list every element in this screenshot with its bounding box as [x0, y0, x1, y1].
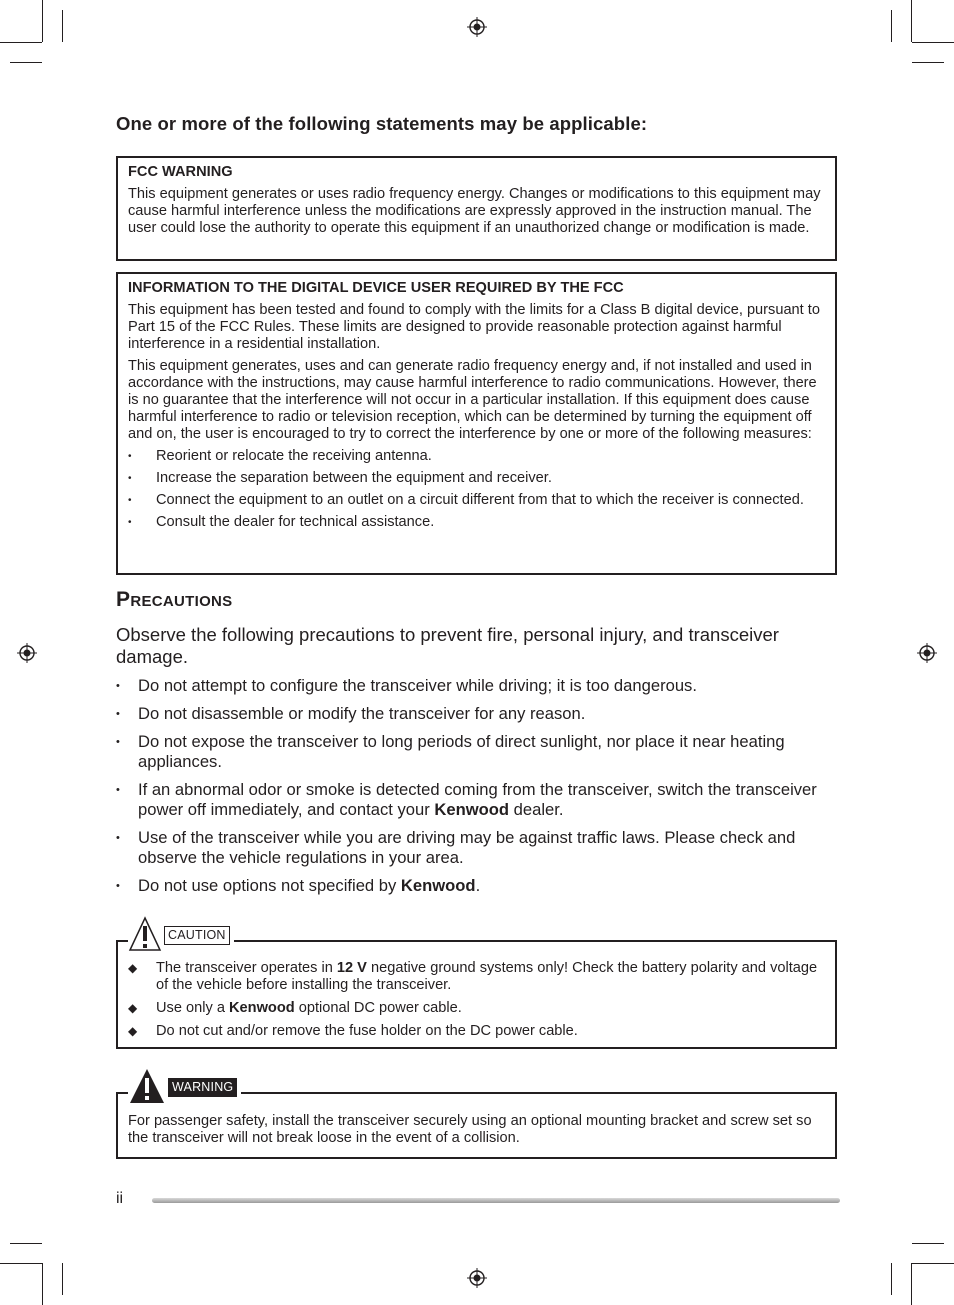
bullet-icon: •	[116, 832, 120, 844]
list-item: • Increase the separation between the equipment and receiver.	[128, 470, 552, 486]
measures-list	[128, 448, 823, 531]
footer-bar	[152, 1198, 840, 1203]
diamond-bullet-icon: ◆	[128, 1024, 138, 1038]
diamond-bullet-icon: ◆	[128, 1001, 138, 1015]
caution-tab	[128, 920, 234, 950]
list-item: • Do not expose the transceiver to long periods of direct sunlight, nor place it near heating appliances.	[116, 732, 785, 771]
caution-label: CAUTION	[164, 926, 230, 945]
warning-label: WARNING	[168, 1078, 237, 1097]
page-number: ii	[116, 1190, 124, 1207]
brand-name: Kenwood	[400, 876, 476, 895]
digital-device-box	[116, 272, 837, 575]
caution-box	[116, 927, 837, 1049]
bullet-icon: •	[116, 736, 120, 748]
caution-icon	[128, 916, 162, 952]
fcc-warning-title: FCC WARNING	[128, 164, 233, 180]
registration-mark-icon	[17, 643, 37, 663]
list-item: • Do not attempt to configure the transceiver while driving; it is too dangerous.	[116, 676, 697, 695]
fcc-warning-box	[116, 156, 837, 261]
bullet-icon: •	[128, 473, 132, 484]
brand-name: Kenwood	[434, 800, 510, 819]
registration-mark-icon	[467, 1268, 487, 1288]
registration-mark-icon	[917, 643, 937, 663]
list-item: • Connect the equipment to an outlet on a circuit different from that to which the receiver is connected.	[128, 492, 804, 508]
fcc-warning-text: This equipment generates or uses radio frequency energy. Changes or modifications to this equipment may cause harmful interference unless the modifications are expressly approved in the instruction manual. The user could lose the authority to operate this equipment if an unauthorized change or modification is made.	[128, 186, 821, 236]
bullet-icon: •	[116, 708, 120, 720]
precautions-list	[116, 676, 844, 904]
bullet-icon: •	[116, 784, 120, 796]
list-item: • Use of the transceiver while you are driving may be against traffic laws. Please check and observe the vehicle regulations in your area.	[116, 828, 796, 867]
warning-text: For passenger safety, install the transceiver securely using an optional mounting bracket and screw set so the transceiver will not break loose in the event of a collision.	[128, 1113, 812, 1146]
digital-device-para1: This equipment has been tested and found to comply with the limits for a Class B digital device, pursuant to Part 15 of the FCC Rules. These limits are designed to provide reasonable protection against harmful interference in a residential installation.	[128, 302, 820, 352]
bullet-icon: •	[128, 451, 132, 462]
bullet-icon: •	[116, 880, 120, 892]
list-item: ◆ The transceiver operates in 12 V negative ground systems only! Check the battery polarity and voltage of the vehicle before installing the transceiver.	[128, 960, 818, 993]
bullet-icon: •	[116, 680, 120, 692]
list-item: • Reorient or relocate the receiving antenna.	[128, 448, 432, 464]
precautions-intro: Observe the following precautions to prevent fire, personal injury, and transceiver damage.	[116, 624, 779, 667]
list-item: • Do not use options not specified by Kenwood.	[116, 876, 481, 895]
digital-device-para2: This equipment generates, uses and can generate radio frequency energy and, if not installed and used in accordance with the instructions, may cause harmful interference to radio communications. However, there is no guarantee that the interference will not occur in a particular installation. If this equipment does cause harmful interference to radio or television reception, which can be determined by turning the equipment off and on, the user is encouraged to try to correct the interference by one or more of the following measures:	[128, 358, 817, 442]
digital-device-title: INFORMATION TO THE DIGITAL DEVICE USER REQUIRED BY THE FCC	[128, 280, 624, 296]
list-item: • Do not disassemble or modify the transceiver for any reason.	[116, 704, 586, 723]
bullet-icon: •	[128, 517, 132, 528]
warning-icon	[128, 1067, 166, 1105]
warning-box	[116, 1079, 837, 1159]
page-heading: One or more of the following statements may be applicable:	[116, 113, 648, 134]
caution-list	[128, 960, 825, 1040]
bullet-icon: •	[128, 495, 132, 506]
warning-tab	[128, 1072, 241, 1102]
list-item: ◆ Do not cut and/or remove the fuse holder on the DC power cable.	[128, 1023, 578, 1039]
list-item: • If an abnormal odor or smoke is detected coming from the transceiver, switch the transceiver power off immediately, and contact your Kenwood dealer.	[116, 780, 817, 819]
list-item: • Consult the dealer for technical assistance.	[128, 514, 435, 530]
registration-mark-icon	[467, 17, 487, 37]
section-title: PRECAUTIONS	[116, 588, 233, 611]
list-item: ◆ Use only a Kenwood optional DC power cable.	[128, 1000, 462, 1016]
diamond-bullet-icon: ◆	[128, 961, 138, 975]
